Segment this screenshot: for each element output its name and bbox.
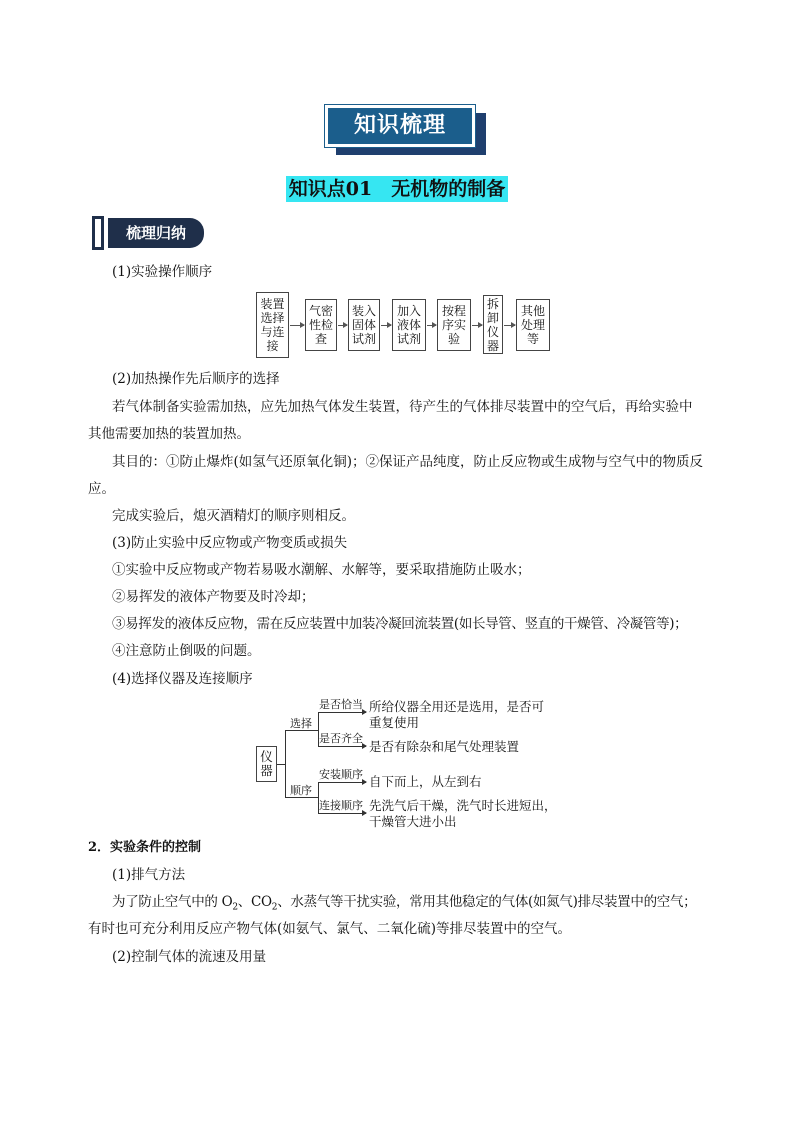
s2-paragraph-cont: 其他需要加热的装置加热。: [88, 426, 250, 442]
flow-arrow: [381, 325, 391, 326]
tree-answer-cont: 重复使用: [369, 715, 420, 730]
section-tag: 梳理归纳: [108, 218, 204, 248]
tree-question: 是否恰当: [319, 698, 363, 711]
part2-sub-heading: (1)排气方法: [112, 867, 186, 883]
s3-item: ②易挥发的液体产物要及时冷却；: [112, 589, 315, 605]
part2-heading: 2．实验条件的控制: [88, 840, 202, 855]
tree-arrow: [318, 782, 366, 783]
s3-item: ③易挥发的液体反应物，需在反应装置中加装冷凝回流装置(如长导管、竖直的干燥管、冷凝管等)；: [112, 616, 688, 632]
flow-step: 气密性检查: [305, 299, 337, 351]
tree-connector: [285, 730, 319, 731]
tree-connector: [285, 797, 319, 798]
text-segment: 、CO: [237, 894, 272, 910]
knowledge-point-highlight: 知识点01 无机物的制备: [286, 176, 508, 202]
s4-heading: (4)选择仪器及连接顺序: [112, 671, 253, 687]
part2-sub-heading: (2)控制气体的流速及用量: [112, 949, 267, 965]
tree-answer: 是否有除杂和尾气处理装置: [369, 739, 520, 754]
flow-step: 装置选择与连接: [256, 292, 289, 358]
tree-answer-cont: 干燥管大进小出: [369, 814, 457, 829]
tree-branch-label: 选择: [290, 717, 312, 730]
flow-step: 拆卸仪器: [483, 295, 503, 354]
flow-arrow: [472, 325, 482, 326]
s2-purpose-cont: 应。: [88, 481, 115, 497]
part2-paragraph-cont: 有时也可充分利用反应产物气体(如氨气、氯气、二氧化硫)等排尽装置中的空气。: [88, 921, 572, 937]
s2-paragraph: 若气体制备实验需加热，应先加热气体发生装置，待产生的气体排尽装置中的空气后，再给实验中: [112, 399, 693, 415]
part2-paragraph: [112, 892, 696, 918]
s2-purpose: 其目的：①防止爆炸(如氢气还原氧化铜)；②保证产品纯度，防止反应物或生成物与空气中的物质反: [112, 454, 704, 470]
s3-item: ④注意防止倒吸的问题。: [112, 643, 261, 659]
s2-note: 完成实验后，熄灭酒精灯的顺序则相反。: [112, 508, 355, 524]
tree-answer: 所给仪器全用还是选用，是否可: [369, 699, 545, 714]
s3-item: ①实验中反应物或产物若易吸水潮解、水解等，要采取措施防止吸水；: [112, 562, 531, 578]
tree-answer: 先洗气后干燥，洗气时长进短出，: [369, 798, 557, 813]
tree-question: 连接顺序: [319, 799, 363, 812]
tree-branch-label: 顺序: [290, 784, 312, 797]
tree-question: 安装顺序: [319, 768, 363, 781]
text-segment: 为了防止空气中的 O: [112, 894, 233, 910]
tag-bracket: [92, 216, 104, 250]
s3-heading: (3)防止实验中反应物或产物变质或损失: [112, 535, 348, 551]
flow-step: 其他处理等: [516, 299, 550, 351]
tree-arrow: [318, 712, 366, 713]
text-segment: 、水蒸气等干扰实验，常用其他稳定的气体(如氮气)排尽装置中的空气；: [277, 894, 697, 910]
subscript: 2: [271, 902, 278, 913]
s2-heading: (2)加热操作先后顺序的选择: [112, 371, 280, 387]
flow-arrow: [290, 325, 304, 326]
tree-arrow: [318, 813, 366, 814]
tree-connector: [277, 764, 285, 765]
flow-arrow: [427, 325, 436, 326]
tree-root: 仪器: [256, 746, 277, 782]
tree-question: 是否齐全: [319, 732, 363, 745]
flow-step: 加入液体试剂: [392, 299, 426, 351]
section-banner: 知识梳理: [325, 105, 475, 147]
tree-arrow: [318, 746, 366, 747]
flow-step: 装入固体试剂: [348, 299, 380, 351]
subscript: 2: [232, 902, 238, 913]
flow-step: 按程序实验: [437, 299, 471, 351]
tree-connector: [285, 730, 286, 798]
s1-heading: (1)实验操作顺序: [112, 264, 213, 280]
flow-arrow: [338, 325, 347, 326]
flow-arrow: [504, 325, 515, 326]
knowledge-point-title: [0, 174, 794, 201]
tree-answer: 自下而上，从左到右: [369, 774, 482, 789]
